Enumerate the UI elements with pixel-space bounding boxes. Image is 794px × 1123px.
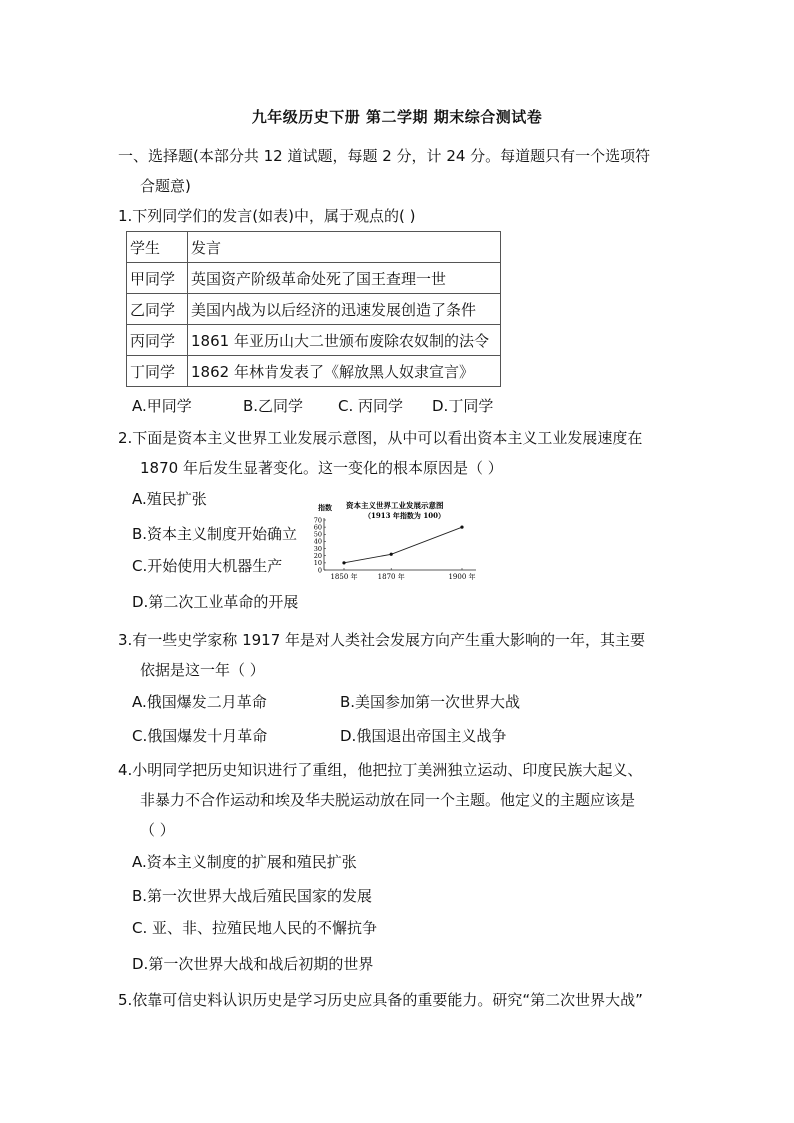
q1-table — [126, 231, 501, 387]
q1-option-c: C. 丙同学 — [338, 397, 404, 415]
table-row — [127, 263, 501, 294]
table-cell: 1861 年亚历山大二世颁布废除农奴制的法令 — [188, 325, 501, 356]
industry-chart — [306, 498, 484, 586]
x-tick-label: 1870 年 — [377, 573, 405, 581]
y-tick-label: 70 — [313, 516, 322, 525]
q3-option-b: B.美国参加第一次世界大战 — [340, 693, 521, 711]
x-tick-label: 1900 年 — [448, 573, 476, 581]
section-heading-line2: 合题意) — [140, 177, 191, 195]
chart-title: 资本主义世界工业发展示意图 — [346, 501, 444, 510]
y-tick-label: 20 — [313, 552, 322, 561]
table-cell: 甲同学 — [127, 263, 188, 294]
q4-stem-line1: 4.小明同学把历史知识进行了重组，他把拉丁美洲独立运动、印度民族大起义、 — [118, 761, 643, 779]
table-cell: 丁同学 — [127, 356, 188, 387]
table-cell: 美国内战为以后经济的迅速发展创造了条件 — [188, 294, 501, 325]
q4-option-a: A.资本主义制度的扩展和殖民扩张 — [132, 853, 357, 871]
data-point — [390, 553, 393, 556]
q2-option-d: D.第二次工业革命的开展 — [132, 593, 299, 611]
y-tick-label: 0 — [317, 566, 322, 575]
data-point — [460, 526, 463, 529]
q3-option-a: A.俄国爆发二月革命 — [132, 693, 267, 711]
table-cell: 1862 年林肯发表了《解放黑人奴隶宣言》 — [188, 356, 501, 387]
q5-stem-line1: 5.依靠可信史料认识历史是学习历史应具备的重要能力。研究“第二次世界大战” — [118, 991, 643, 1009]
q4-stem-line2: 非暴力不合作运动和埃及华夫脱运动放在同一个主题。他定义的主题应该是 — [140, 791, 636, 809]
table-header-row — [127, 232, 501, 263]
y-tick-label: 40 — [313, 537, 322, 546]
q3-stem-line1: 3.有一些史学家称 1917 年是对人类社会发展方向产生重大影响的一年，其主要 — [118, 631, 646, 649]
q4-option-d: D.第一次世界大战和战后初期的世界 — [132, 955, 374, 973]
q2-stem-line2: 1870 年后发生显著变化。这一变化的根本原因是（ ） — [140, 459, 503, 477]
q1-option-d: D.丁同学 — [432, 397, 494, 415]
data-point — [342, 561, 345, 564]
q3-option-d: D.俄国退出帝国主义战争 — [340, 727, 507, 745]
y-tick-label: 10 — [313, 559, 322, 568]
q1-option-b: B.乙同学 — [243, 397, 304, 415]
q3-stem-line2: 依据是这一年（ ） — [140, 661, 265, 679]
table-row — [127, 294, 501, 325]
q2-option-a: A.殖民扩张 — [132, 490, 207, 508]
y-tick-label: 30 — [313, 544, 322, 553]
table-cell: 丙同学 — [127, 325, 188, 356]
series-line — [344, 527, 462, 563]
page-title: 九年级历史下册 第二学期 期末综合测试卷 — [251, 108, 543, 126]
y-axis-label: 指数 — [318, 503, 332, 512]
chart-subtitle: （1913 年指数为 100） — [364, 511, 445, 520]
q1-stem: 1.下列同学们的发言(如表)中，属于观点的( ) — [118, 207, 416, 225]
table-header-cell: 学生 — [127, 232, 188, 263]
y-tick-label: 50 — [313, 530, 322, 539]
q1-option-a: A.甲同学 — [132, 397, 192, 415]
table-row — [127, 325, 501, 356]
table-row — [127, 356, 501, 387]
table-cell: 乙同学 — [127, 294, 188, 325]
q4-option-b: B.第一次世界大战后殖民国家的发展 — [132, 887, 373, 905]
q2-option-b: B.资本主义制度开始确立 — [132, 525, 298, 543]
q4-stem-line3: （ ） — [140, 821, 175, 839]
q2-stem-line1: 2.下面是资本主义世界工业发展示意图，从中可以看出资本主义工业发展速度在 — [118, 429, 643, 447]
table-cell: 英国资产阶级革命处死了国王查理一世 — [188, 263, 501, 294]
x-tick-label: 1850 年 — [330, 573, 358, 581]
q3-option-c: C.俄国爆发十月革命 — [132, 727, 268, 745]
table-header-cell: 发言 — [188, 232, 501, 263]
y-tick-label: 60 — [313, 523, 322, 532]
q4-option-c: C. 亚、非、拉殖民地人民的不懈抗争 — [132, 919, 378, 937]
q2-option-c: C.开始使用大机器生产 — [132, 557, 283, 575]
section-heading-line1: 一、选择题(本部分共 12 道试题，每题 2 分，计 24 分。每道题只有一个选项符 — [118, 147, 651, 165]
